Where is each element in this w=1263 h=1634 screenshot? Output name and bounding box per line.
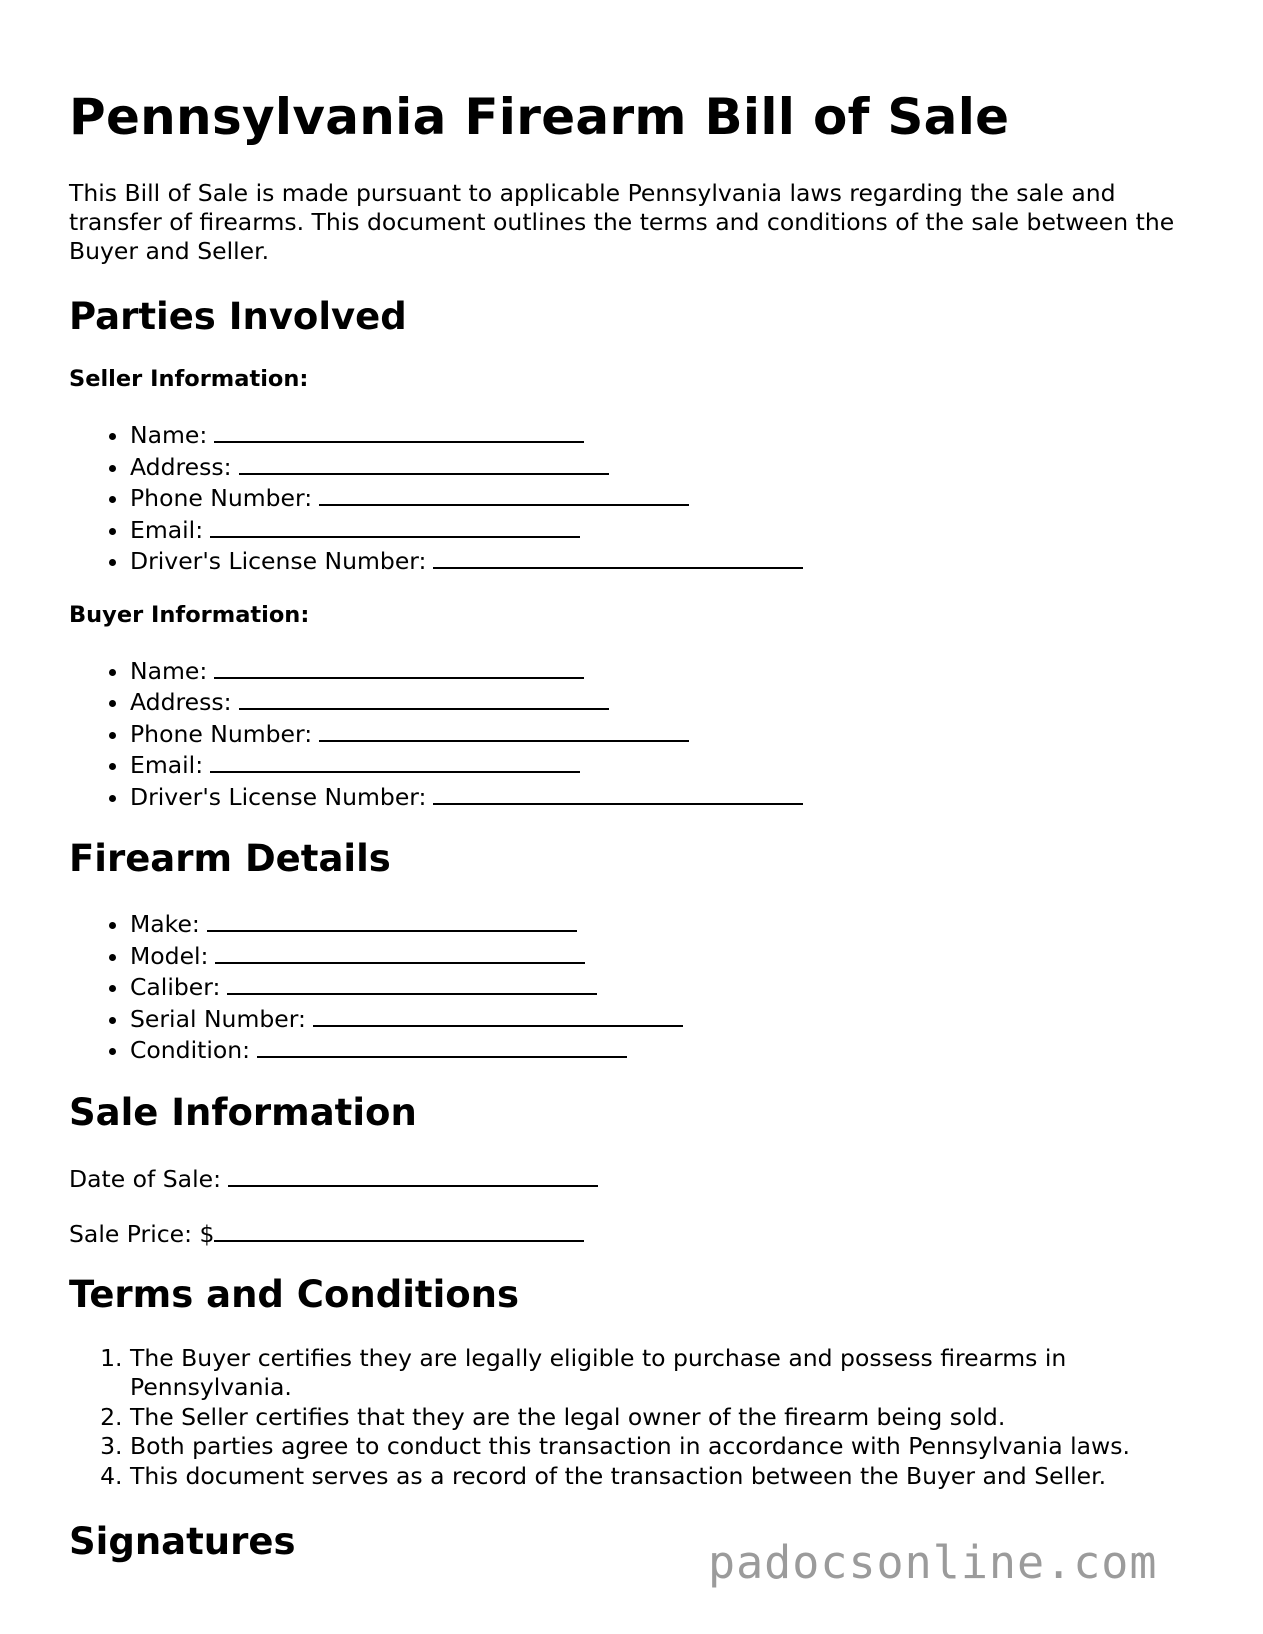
field-label: Email: [130, 751, 204, 779]
seller-fields-list [69, 419, 1199, 577]
field-label: Model: [130, 941, 209, 970]
field-label: Caliber: [130, 973, 221, 1001]
blank-line[interactable] [214, 655, 584, 679]
blank-line[interactable] [239, 686, 609, 710]
blank-line[interactable] [433, 545, 803, 569]
seller-heading: Seller Information: [69, 366, 309, 392]
field-label: Name: [130, 421, 208, 449]
terms-item: 2. The Seller certifies that they are the legal owner of the firearm being sold. [130, 1403, 1199, 1433]
sale-date-field[interactable] [69, 1163, 1199, 1194]
blank-line[interactable] [227, 971, 597, 995]
buyer-name-field[interactable] [130, 655, 1199, 687]
field-label: Condition: [130, 1036, 251, 1064]
seller-license-field[interactable] [130, 545, 1199, 577]
field-label: Driver's License Number: [130, 547, 427, 575]
seller-phone-field[interactable] [130, 482, 1199, 514]
blank-line[interactable] [313, 1003, 683, 1027]
firearm-make-field[interactable] [130, 908, 1199, 940]
field-label: Date of Sale: [69, 1164, 221, 1193]
buyer-address-field[interactable] [130, 686, 1199, 718]
intro-paragraph: This Bill of Sale is made pursuant to applicable Pennsylvania laws regarding the sale and transfer of firearms. This document outlines the terms and conditions of the sale between the Buyer and Seller. [69, 179, 1175, 265]
sale-price-field[interactable] [69, 1218, 1199, 1249]
blank-line[interactable] [228, 1163, 598, 1187]
terms-item: 4. This document serves as a record of the transaction between the Buyer and Seller. [130, 1462, 1199, 1492]
terms-item: 1. The Buyer certifies they are legally eligible to purchase and possess firearms in Pennsylvania. [130, 1344, 1199, 1403]
buyer-license-field[interactable] [130, 781, 1199, 813]
blank-line[interactable] [207, 908, 577, 932]
field-label: Sale Price: $ [69, 1219, 215, 1248]
firearm-condition-field[interactable] [130, 1034, 1199, 1066]
firearm-model-field[interactable] [130, 940, 1199, 972]
firearm-serial-field[interactable] [130, 1003, 1199, 1035]
field-label: Driver's License Number: [130, 782, 427, 811]
firearm-caliber-field[interactable] [130, 971, 1199, 1003]
blank-line[interactable] [210, 749, 580, 773]
field-label: Serial Number: [130, 1004, 306, 1033]
document-page [69, 0, 1199, 1564]
signatures-heading: Signatures [69, 1520, 296, 1563]
blank-line[interactable] [215, 940, 585, 964]
blank-line[interactable] [319, 718, 689, 742]
parties-heading: Parties Involved [69, 295, 407, 338]
watermark-text: padocsonline.com [708, 1536, 1158, 1589]
buyer-heading: Buyer Information: [69, 601, 310, 628]
field-label: Email: [130, 515, 204, 544]
field-label: Address: [130, 452, 232, 481]
seller-address-field[interactable] [130, 451, 1199, 483]
document-title: Pennsylvania Firearm Bill of Sale [69, 88, 1010, 146]
seller-name-field[interactable] [130, 419, 1199, 451]
blank-line[interactable] [239, 451, 609, 475]
field-label: Make: [130, 910, 200, 938]
terms-list [69, 1344, 1199, 1492]
terms-heading: Terms and Conditions [69, 1272, 520, 1316]
blank-line[interactable] [214, 1218, 584, 1242]
firearm-fields-list [69, 908, 1199, 1066]
buyer-email-field[interactable] [130, 749, 1199, 781]
field-label: Address: [130, 688, 232, 716]
buyer-fields-list [69, 655, 1199, 813]
blank-line[interactable] [257, 1034, 627, 1058]
blank-line[interactable] [433, 781, 803, 805]
field-label: Phone Number: [130, 484, 313, 512]
blank-line[interactable] [319, 482, 689, 506]
firearm-heading: Firearm Details [69, 837, 391, 880]
blank-line[interactable] [210, 514, 580, 538]
seller-email-field[interactable] [130, 514, 1199, 546]
sale-heading: Sale Information [69, 1090, 417, 1134]
blank-line[interactable] [214, 419, 584, 443]
field-label: Name: [130, 656, 208, 685]
terms-item: 3. Both parties agree to conduct this transaction in accordance with Pennsylvania laws. [130, 1432, 1199, 1462]
field-label: Phone Number: [130, 719, 313, 748]
buyer-phone-field[interactable] [130, 718, 1199, 750]
